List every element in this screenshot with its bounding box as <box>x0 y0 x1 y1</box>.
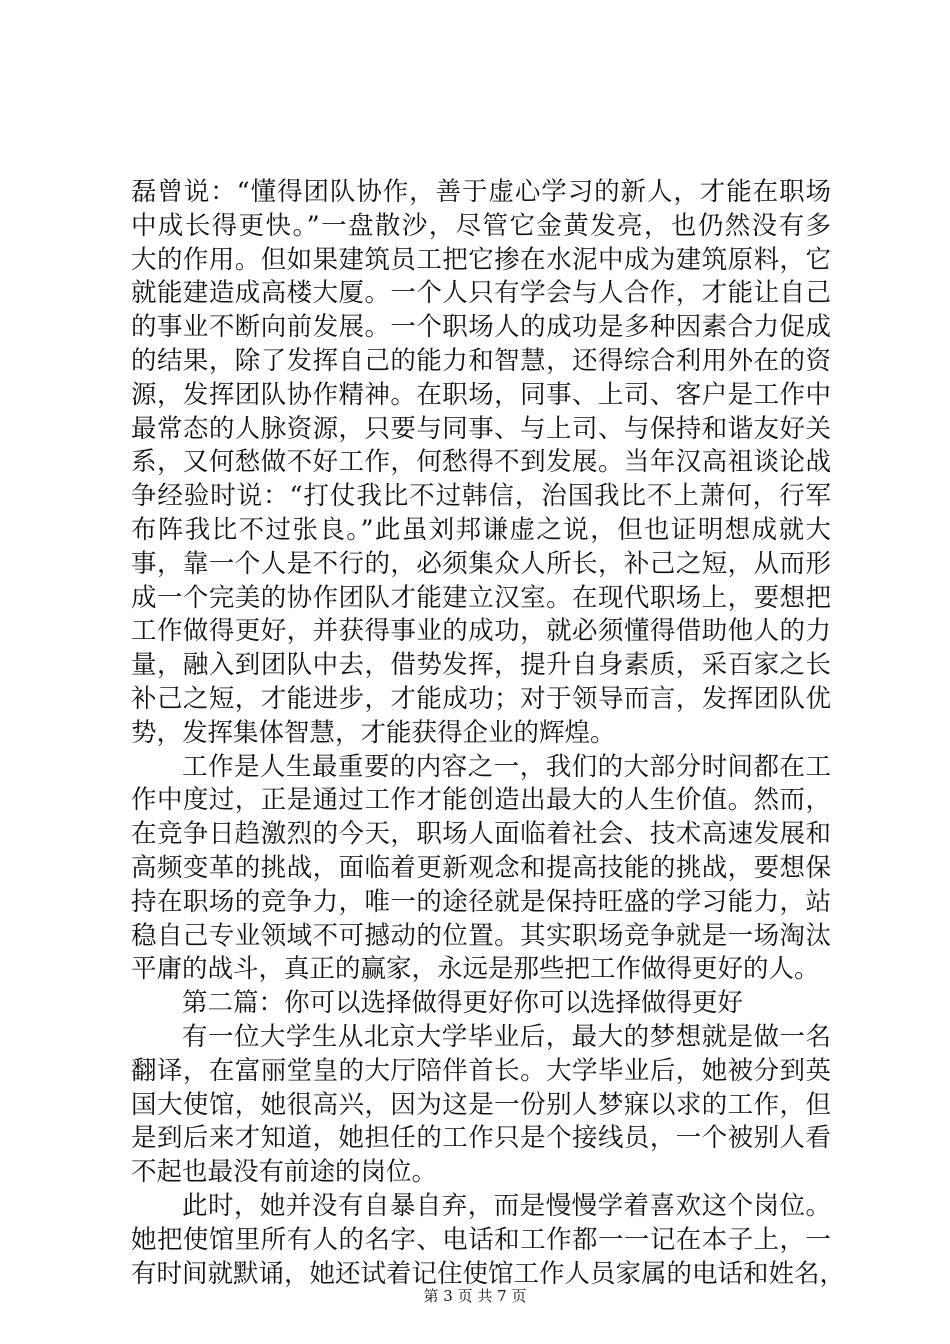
text-line: 的结果，除了发挥自己的能力和智慧，还得综合利用外在的资 <box>131 345 831 376</box>
paragraph <box>131 1021 831 1190</box>
page-number-footer: 第 3 页 共 7 页 <box>423 1287 527 1305</box>
text-line: 大的作用。但如果建筑员工把它掺在水泥中成为建筑原料，它 <box>131 244 831 275</box>
paragraph <box>131 176 831 751</box>
text-line: 中成长得更快。”一盘散沙，尽管它金黄发亮，也仍然没有多 <box>131 210 831 241</box>
document-body <box>131 176 846 1291</box>
text-line: 她把使馆里所有人的名字、电话和工作都一一记在本子上，一 <box>131 1224 831 1255</box>
text-line: 就能建造成高楼大厦。一个人只有学会与人合作，才能让自己 <box>131 278 831 309</box>
paragraph <box>131 1190 846 1291</box>
text-line: 是到后来才知道，她担任的工作只是个接线员，一个被别人看 <box>131 1123 831 1154</box>
text-line: 成一个完美的协作团队才能建立汉室。在现代职场上，要想把 <box>131 582 831 613</box>
text-line: 国大使馆，她很高兴，因为这是一份别人梦寐以求的工作，但 <box>131 1089 831 1120</box>
text-line: 工作做得更好，并获得事业的成功，就必须懂得借助他人的力 <box>131 616 831 647</box>
text-line: 在竞争日趋激烈的今天，职场人面临着社会、技术高速发展和 <box>131 819 831 850</box>
text-line: 系，又何愁做不好工作，何愁得不到发展。当年汉高祖谈论战 <box>131 447 831 478</box>
text-line: 稳自己专业领域不可撼动的位置。其实职场竞争就是一场淘汰 <box>131 920 831 951</box>
text-line: 事，靠一个人是不行的，必须集众人所长，补己之短，从而形 <box>131 548 831 579</box>
text-line: 势，发挥集体智慧，才能获得企业的辉煌。 <box>131 717 616 748</box>
text-line: 工作是人生最重要的内容之一，我们的大部分时间都在工 <box>182 751 831 782</box>
paragraph <box>131 751 831 988</box>
text-line: 源，发挥团队协作精神。在职场，同事、上司、客户是工作中 <box>131 379 831 410</box>
text-line: 磊曾说：“懂得团队协作，善于虚心学习的新人，才能在职场 <box>131 177 831 207</box>
text-line: 有一位大学生从北京大学毕业后，最大的梦想就是做一名 <box>182 1021 831 1052</box>
text-line: 有时间就默诵，她还试着记住使馆工作人员家属的电话和姓名， <box>131 1258 846 1289</box>
text-line: 不起也最没有前途的岗位。 <box>131 1157 438 1188</box>
text-line: 量，融入到团队中去，借势发挥，提升自身素质，采百家之长 <box>131 650 831 681</box>
text-line: 争经验时说：“打仗我比不过韩信，治国我比不上萧何，行军 <box>131 481 831 512</box>
text-line: 此时，她并没有自暴自弃，而是慢慢学着喜欢这个岗位。 <box>182 1190 831 1221</box>
text-line: 补己之短，才能进步，才能成功；对于领导而言，发挥团队优 <box>131 683 831 714</box>
text-line: 作中度过，正是通过工作才能创造出最大的人生价值。然而， <box>131 785 831 816</box>
text-line: 布阵我比不过张良。”此虽刘邦谦虚之说，但也证明想成就大 <box>131 514 831 545</box>
text-line: 持在职场的竞争力，唯一的途径就是保持旺盛的学习能力，站 <box>131 886 831 917</box>
text-line: 平庸的战斗，真正的赢家，永远是那些把工作做得更好的人。 <box>131 954 820 985</box>
text-line: 最常态的人脉资源，只要与同事、与上司、与保持和谐友好关 <box>131 413 831 444</box>
text-line: 的事业不断向前发展。一个职场人的成功是多种因素合力促成 <box>131 312 831 343</box>
text-line: 翻译，在富丽堂皇的大厅陪伴首长。大学毕业后，她被分到英 <box>131 1055 831 1086</box>
text-line: 第二篇：你可以选择做得更好你可以选择做得更好 <box>182 988 744 1019</box>
paragraph <box>131 987 831 1021</box>
text-line: 高频变革的挑战，面临着更新观念和提高技能的挑战，要想保 <box>131 852 831 883</box>
